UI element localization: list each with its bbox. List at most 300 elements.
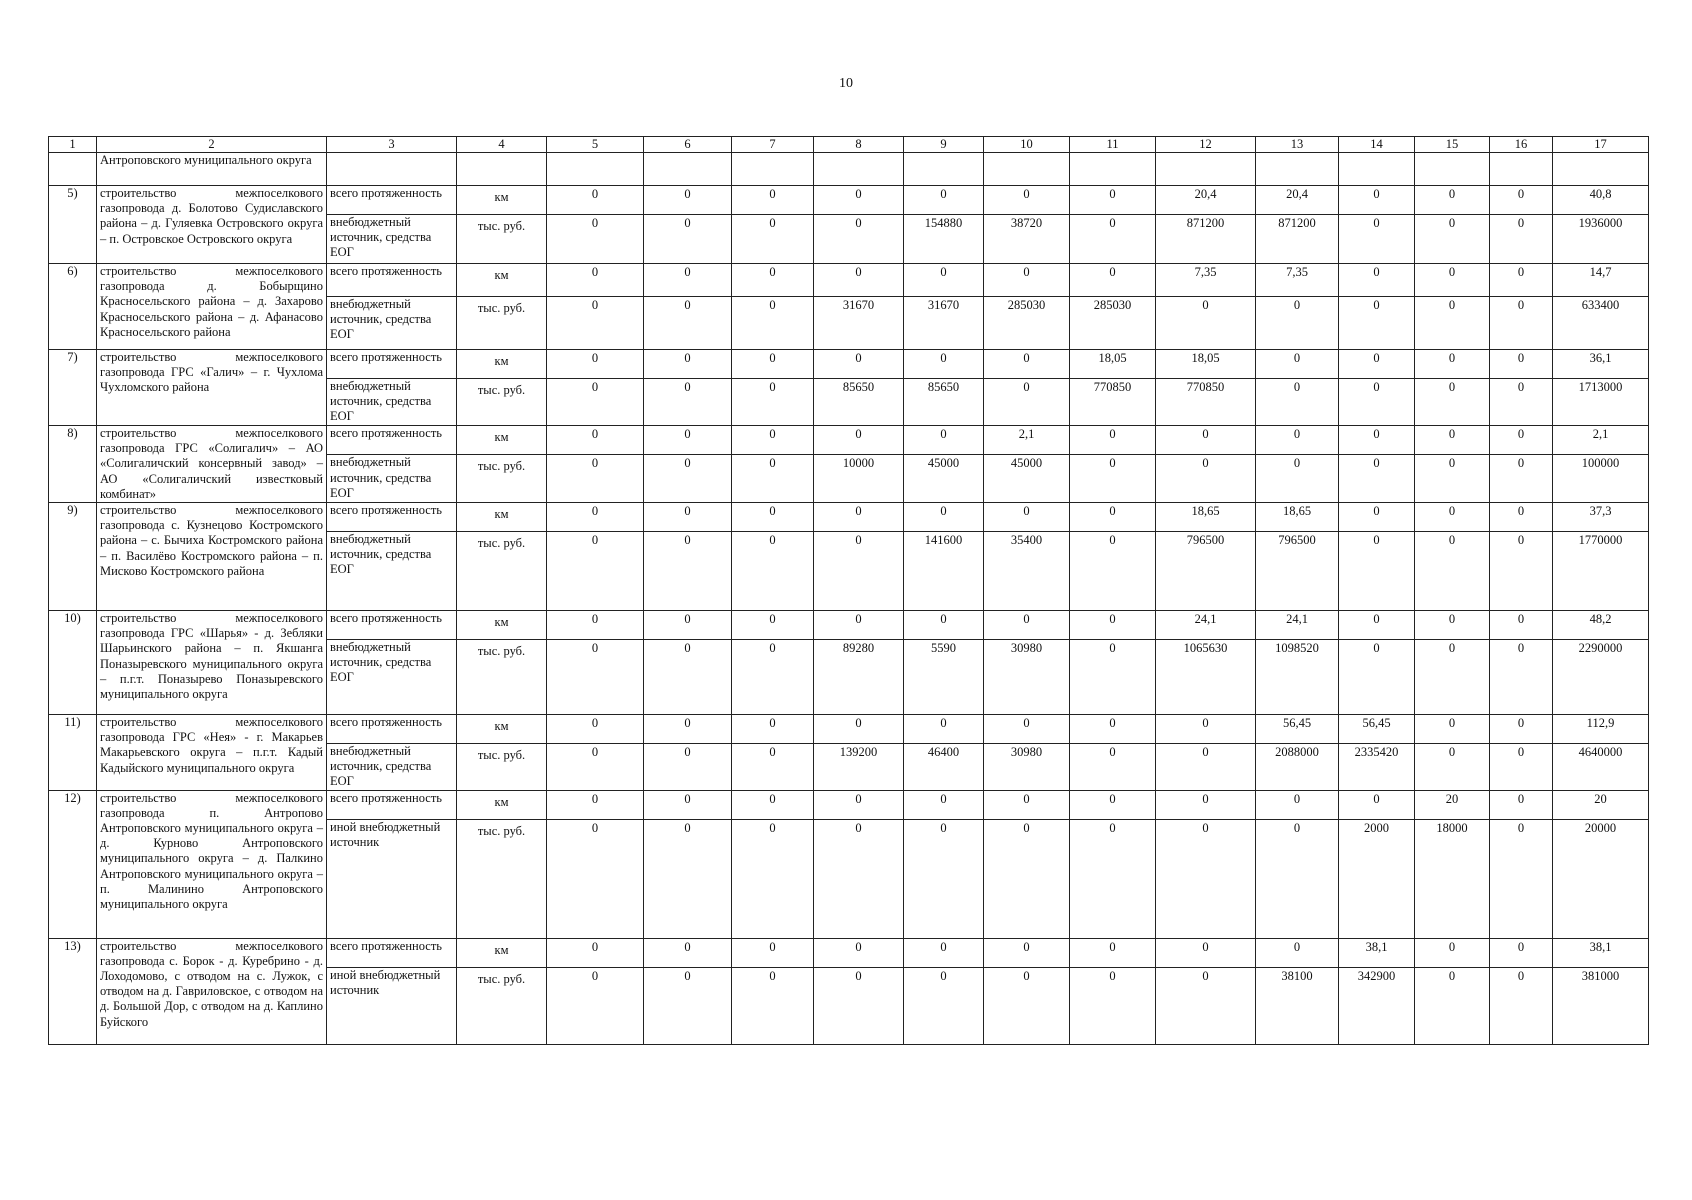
value-cell: 0 — [1490, 215, 1553, 264]
column-number: 13 — [1256, 137, 1339, 153]
value-cell: 0 — [1415, 379, 1490, 426]
value-cell: 0 — [732, 426, 814, 455]
value-cell: 0 — [732, 264, 814, 297]
value-cell: 0 — [1339, 215, 1415, 264]
value-cell: 0 — [904, 790, 984, 819]
value-cell: 0 — [1490, 455, 1553, 503]
value-cell: 38,1 — [1339, 938, 1415, 967]
value-cell: 14,7 — [1553, 264, 1649, 297]
column-number: 11 — [1070, 137, 1156, 153]
funding-source: иной внебюджетный источник — [327, 967, 457, 1044]
value-cell: 0 — [1415, 715, 1490, 744]
table-row — [49, 611, 1649, 640]
value-cell: 36,1 — [1553, 350, 1649, 379]
value-cell: 18,65 — [1156, 503, 1256, 532]
value-cell: 0 — [814, 938, 904, 967]
row-number: 5) — [49, 186, 97, 264]
value-cell: 0 — [732, 640, 814, 715]
value-cell: 0 — [904, 503, 984, 532]
value-cell: 0 — [547, 297, 644, 350]
value-cell: 0 — [1256, 350, 1339, 379]
value-cell: 0 — [984, 611, 1070, 640]
value-cell: 0 — [1415, 967, 1490, 1044]
value-cell: 342900 — [1339, 967, 1415, 1044]
empty-cell — [1415, 153, 1490, 186]
row-number: 10) — [49, 611, 97, 715]
unit-cell: тыс. руб. — [457, 640, 547, 715]
funding-source: внебюджетный источник, средства ЕОГ — [327, 455, 457, 503]
value-cell: 35400 — [984, 532, 1070, 611]
value-cell: 2088000 — [1256, 744, 1339, 791]
value-cell: 0 — [547, 215, 644, 264]
table-row — [49, 715, 1649, 744]
value-cell: 0 — [1415, 503, 1490, 532]
value-cell: 0 — [1156, 819, 1256, 938]
value-cell: 0 — [547, 819, 644, 938]
value-cell: 0 — [1339, 186, 1415, 215]
unit-cell: км — [457, 503, 547, 532]
row-number: 8) — [49, 426, 97, 503]
value-cell: 31670 — [814, 297, 904, 350]
value-cell: 0 — [1415, 744, 1490, 791]
value-cell: 0 — [904, 967, 984, 1044]
value-cell: 0 — [904, 186, 984, 215]
value-cell: 0 — [644, 611, 732, 640]
funding-source: всего протяженность — [327, 186, 457, 215]
value-cell: 0 — [1339, 379, 1415, 426]
value-cell: 0 — [547, 186, 644, 215]
value-cell: 2335420 — [1339, 744, 1415, 791]
value-cell: 0 — [732, 186, 814, 215]
funding-source: всего протяженность — [327, 715, 457, 744]
value-cell: 0 — [814, 264, 904, 297]
empty-cell — [814, 153, 904, 186]
value-cell: 0 — [984, 379, 1070, 426]
unit-cell: км — [457, 611, 547, 640]
table-row — [49, 503, 1649, 532]
value-cell: 0 — [814, 215, 904, 264]
value-cell: 1936000 — [1553, 215, 1649, 264]
continuation-row — [49, 153, 1649, 186]
value-cell: 0 — [732, 790, 814, 819]
value-cell: 1098520 — [1256, 640, 1339, 715]
value-cell: 0 — [1415, 350, 1490, 379]
row-number: 6) — [49, 264, 97, 350]
value-cell: 0 — [1070, 426, 1156, 455]
column-number: 2 — [97, 137, 327, 153]
value-cell: 5590 — [904, 640, 984, 715]
empty-cell — [327, 153, 457, 186]
table-row — [49, 426, 1649, 455]
column-number: 3 — [327, 137, 457, 153]
column-number: 4 — [457, 137, 547, 153]
value-cell: 56,45 — [1256, 715, 1339, 744]
value-cell: 0 — [984, 503, 1070, 532]
unit-cell: тыс. руб. — [457, 379, 547, 426]
value-cell: 0 — [1156, 967, 1256, 1044]
value-cell: 0 — [1256, 938, 1339, 967]
program-table — [48, 136, 1649, 1045]
value-cell: 2290000 — [1553, 640, 1649, 715]
value-cell: 18000 — [1415, 819, 1490, 938]
value-cell: 0 — [984, 790, 1070, 819]
row-number: 13) — [49, 938, 97, 1044]
unit-cell: тыс. руб. — [457, 455, 547, 503]
value-cell: 0 — [904, 611, 984, 640]
unit-cell: км — [457, 790, 547, 819]
empty-cell — [904, 153, 984, 186]
table-row — [49, 186, 1649, 215]
value-cell: 0 — [1070, 215, 1156, 264]
value-cell: 0 — [1070, 967, 1156, 1044]
value-cell: 0 — [644, 715, 732, 744]
value-cell: 0 — [732, 215, 814, 264]
value-cell: 0 — [644, 967, 732, 1044]
value-cell: 0 — [1415, 532, 1490, 611]
value-cell: 770850 — [1070, 379, 1156, 426]
value-cell: 18,05 — [1070, 350, 1156, 379]
funding-source: внебюджетный источник, средства ЕОГ — [327, 215, 457, 264]
unit-cell: км — [457, 715, 547, 744]
value-cell: 0 — [814, 186, 904, 215]
value-cell: 0 — [1490, 186, 1553, 215]
value-cell: 100000 — [1553, 455, 1649, 503]
column-number: 15 — [1415, 137, 1490, 153]
value-cell: 0 — [904, 264, 984, 297]
value-cell: 0 — [644, 503, 732, 532]
value-cell: 0 — [1256, 379, 1339, 426]
funding-source: всего протяженность — [327, 790, 457, 819]
column-number: 8 — [814, 137, 904, 153]
value-cell: 0 — [644, 819, 732, 938]
value-cell: 871200 — [1256, 215, 1339, 264]
value-cell: 0 — [732, 350, 814, 379]
value-cell: 0 — [644, 297, 732, 350]
value-cell: 796500 — [1256, 532, 1339, 611]
value-cell: 871200 — [1156, 215, 1256, 264]
value-cell: 0 — [644, 790, 732, 819]
value-cell: 0 — [644, 426, 732, 455]
value-cell: 0 — [1415, 297, 1490, 350]
value-cell: 0 — [984, 715, 1070, 744]
value-cell: 0 — [1256, 426, 1339, 455]
value-cell: 0 — [1490, 744, 1553, 791]
value-cell: 20,4 — [1156, 186, 1256, 215]
value-cell: 0 — [644, 744, 732, 791]
funding-source: всего протяженность — [327, 938, 457, 967]
value-cell: 0 — [904, 350, 984, 379]
value-cell: 0 — [547, 790, 644, 819]
value-cell: 24,1 — [1156, 611, 1256, 640]
value-cell: 0 — [1490, 819, 1553, 938]
value-cell: 0 — [1490, 715, 1553, 744]
value-cell: 0 — [1339, 297, 1415, 350]
unit-cell: тыс. руб. — [457, 744, 547, 791]
value-cell: 0 — [547, 967, 644, 1044]
page-number: 10 — [839, 76, 853, 91]
value-cell: 0 — [1415, 938, 1490, 967]
value-cell: 0 — [1156, 938, 1256, 967]
funding-source: внебюджетный источник, средства ЕОГ — [327, 297, 457, 350]
empty-cell — [732, 153, 814, 186]
row-number: 7) — [49, 350, 97, 426]
value-cell: 0 — [1070, 938, 1156, 967]
object-description: строительство межпоселкового газопровода ГРС «Солигалич» – АО «Солигаличский консервный завод» – АО «Солигаличский известковый комбинат» — [97, 426, 327, 503]
header-row — [49, 137, 1649, 153]
funding-source: внебюджетный источник, средства ЕОГ — [327, 532, 457, 611]
column-number: 1 — [49, 137, 97, 153]
value-cell: 0 — [814, 426, 904, 455]
value-cell: 0 — [1256, 297, 1339, 350]
unit-cell: км — [457, 186, 547, 215]
value-cell: 770850 — [1156, 379, 1256, 426]
value-cell: 0 — [547, 426, 644, 455]
value-cell: 38720 — [984, 215, 1070, 264]
column-number: 17 — [1553, 137, 1649, 153]
value-cell: 89280 — [814, 640, 904, 715]
object-description: строительство межпоселкового газопровода п. Антропово Антроповского муниципального округа – д. Курново Антроповского муниципального округа – д. Палкино Антроповского муниципального округа – п. Малинино Антроповского муниципального округа — [97, 790, 327, 938]
empty-cell — [1490, 153, 1553, 186]
value-cell: 45000 — [984, 455, 1070, 503]
value-cell: 10000 — [814, 455, 904, 503]
unit-cell: км — [457, 350, 547, 379]
value-cell: 0 — [547, 532, 644, 611]
value-cell: 48,2 — [1553, 611, 1649, 640]
empty-cell — [644, 153, 732, 186]
object-description: строительство межпоселкового газопровода с. Кузнецово Костромского района – с. Бычиха Костромского района – п. Василёво Костромского района – п. Мисково Костромского района — [97, 503, 327, 611]
value-cell: 154880 — [904, 215, 984, 264]
object-description: строительство межпоселкового газопровода д. Бобырщино Красносельского района – д. Захарово Красносельского района – д. Афанасово Красносельского района — [97, 264, 327, 350]
value-cell: 0 — [732, 819, 814, 938]
value-cell: 0 — [1490, 532, 1553, 611]
value-cell: 0 — [1339, 790, 1415, 819]
value-cell: 0 — [1070, 744, 1156, 791]
unit-cell: км — [457, 264, 547, 297]
value-cell: 0 — [1415, 215, 1490, 264]
unit-cell: тыс. руб. — [457, 819, 547, 938]
value-cell: 0 — [1070, 186, 1156, 215]
value-cell: 2,1 — [984, 426, 1070, 455]
empty-cell — [1256, 153, 1339, 186]
funding-source: всего протяженность — [327, 426, 457, 455]
value-cell: 0 — [547, 379, 644, 426]
table-row — [49, 938, 1649, 967]
value-cell: 0 — [1339, 503, 1415, 532]
value-cell: 0 — [732, 715, 814, 744]
value-cell: 30980 — [984, 744, 1070, 791]
value-cell: 0 — [1415, 186, 1490, 215]
value-cell: 0 — [1415, 426, 1490, 455]
table-row — [49, 790, 1649, 819]
value-cell: 0 — [1415, 611, 1490, 640]
value-cell: 0 — [644, 264, 732, 297]
unit-cell: км — [457, 938, 547, 967]
funding-source: внебюджетный источник, средства ЕОГ — [327, 379, 457, 426]
value-cell: 0 — [732, 379, 814, 426]
value-cell: 0 — [1490, 611, 1553, 640]
value-cell: 24,1 — [1256, 611, 1339, 640]
funding-source: внебюджетный источник, средства ЕОГ — [327, 640, 457, 715]
value-cell: 796500 — [1156, 532, 1256, 611]
value-cell: 0 — [814, 350, 904, 379]
value-cell: 7,35 — [1256, 264, 1339, 297]
value-cell: 4640000 — [1553, 744, 1649, 791]
value-cell: 0 — [1339, 264, 1415, 297]
value-cell: 0 — [1490, 426, 1553, 455]
value-cell: 0 — [644, 215, 732, 264]
table-row — [49, 264, 1649, 297]
value-cell: 30980 — [984, 640, 1070, 715]
value-cell: 20000 — [1553, 819, 1649, 938]
column-number: 14 — [1339, 137, 1415, 153]
funding-source: всего протяженность — [327, 264, 457, 297]
value-cell: 38,1 — [1553, 938, 1649, 967]
value-cell: 0 — [904, 426, 984, 455]
value-cell: 0 — [1070, 715, 1156, 744]
value-cell: 0 — [1490, 503, 1553, 532]
value-cell: 0 — [1339, 640, 1415, 715]
value-cell: 0 — [644, 350, 732, 379]
funding-source: иной внебюджетный источник — [327, 819, 457, 938]
column-number: 10 — [984, 137, 1070, 153]
unit-cell: тыс. руб. — [457, 532, 547, 611]
value-cell: 0 — [644, 186, 732, 215]
object-description: строительство межпоселкового газопровода ГРС «Нея» - г. Макарьев Макарьевского округа – п.г.т. Кадый Кадыйского муниципального округа — [97, 715, 327, 791]
value-cell: 0 — [1490, 350, 1553, 379]
value-cell: 0 — [1070, 640, 1156, 715]
column-number: 6 — [644, 137, 732, 153]
empty-cell — [1339, 153, 1415, 186]
value-cell: 20 — [1553, 790, 1649, 819]
value-cell: 0 — [1156, 790, 1256, 819]
column-number: 7 — [732, 137, 814, 153]
value-cell: 0 — [732, 744, 814, 791]
value-cell: 0 — [904, 819, 984, 938]
continuation-description: Антроповского муниципального округа — [97, 153, 327, 186]
object-description: строительство межпоселкового газопровода ГРС «Галич» – г. Чухлома Чухломского района — [97, 350, 327, 426]
value-cell: 0 — [1415, 264, 1490, 297]
value-cell: 0 — [547, 744, 644, 791]
value-cell: 0 — [984, 186, 1070, 215]
value-cell: 0 — [732, 503, 814, 532]
value-cell: 2000 — [1339, 819, 1415, 938]
value-cell: 0 — [1070, 819, 1156, 938]
object-description: строительство межпоселкового газопровода ГРС «Шарья» - д. Зебляки Шарьинского района – п. Якшанга Поназыревского муниципального округа – п.г.т. Поназырево Поназыревского муниципального округа — [97, 611, 327, 715]
value-cell: 0 — [644, 455, 732, 503]
value-cell: 0 — [814, 967, 904, 1044]
value-cell: 0 — [1339, 426, 1415, 455]
value-cell: 0 — [984, 938, 1070, 967]
value-cell: 0 — [732, 611, 814, 640]
value-cell: 0 — [547, 715, 644, 744]
value-cell: 0 — [1490, 938, 1553, 967]
value-cell: 46400 — [904, 744, 984, 791]
value-cell: 0 — [814, 503, 904, 532]
value-cell: 0 — [1415, 640, 1490, 715]
value-cell: 0 — [814, 611, 904, 640]
value-cell: 31670 — [904, 297, 984, 350]
value-cell: 85650 — [904, 379, 984, 426]
value-cell: 0 — [644, 640, 732, 715]
object-description: строительство межпоселкового газопровода с. Борок - д. Куребрино - д. Лоходомово, с отводом на с. Лужок, с отводом на д. Гавриловское, с отводом на д. Большой Дор, с отводом на д. Каплино Буйского — [97, 938, 327, 1044]
unit-cell: тыс. руб. — [457, 297, 547, 350]
value-cell: 0 — [1490, 967, 1553, 1044]
value-cell: 0 — [1490, 379, 1553, 426]
value-cell: 0 — [1070, 611, 1156, 640]
value-cell: 45000 — [904, 455, 984, 503]
value-cell: 18,65 — [1256, 503, 1339, 532]
value-cell: 0 — [1490, 790, 1553, 819]
object-description: строительство межпоселкового газопровода д. Болотово Судиславского района – д. Гуляевка Островского округа – п. Островское Островского округа — [97, 186, 327, 264]
value-cell: 1770000 — [1553, 532, 1649, 611]
value-cell: 20 — [1415, 790, 1490, 819]
value-cell: 0 — [1070, 455, 1156, 503]
value-cell: 40,8 — [1553, 186, 1649, 215]
row-number: 12) — [49, 790, 97, 938]
value-cell: 7,35 — [1156, 264, 1256, 297]
value-cell: 285030 — [1070, 297, 1156, 350]
value-cell: 0 — [1156, 744, 1256, 791]
value-cell: 0 — [1490, 264, 1553, 297]
value-cell: 0 — [547, 640, 644, 715]
empty-cell — [547, 153, 644, 186]
value-cell: 0 — [732, 967, 814, 1044]
value-cell: 18,05 — [1156, 350, 1256, 379]
value-cell: 20,4 — [1256, 186, 1339, 215]
value-cell: 0 — [644, 938, 732, 967]
value-cell: 0 — [904, 938, 984, 967]
unit-cell: тыс. руб. — [457, 215, 547, 264]
funding-source: всего протяженность — [327, 350, 457, 379]
value-cell: 0 — [1339, 350, 1415, 379]
value-cell: 56,45 — [1339, 715, 1415, 744]
row-number: 9) — [49, 503, 97, 611]
value-cell: 0 — [814, 532, 904, 611]
table-row — [49, 350, 1649, 379]
value-cell: 38100 — [1256, 967, 1339, 1044]
value-cell: 0 — [547, 350, 644, 379]
value-cell: 0 — [644, 379, 732, 426]
empty-cell — [984, 153, 1070, 186]
value-cell: 0 — [984, 967, 1070, 1044]
value-cell: 0 — [1156, 455, 1256, 503]
value-cell: 0 — [1256, 819, 1339, 938]
value-cell: 85650 — [814, 379, 904, 426]
value-cell: 0 — [904, 715, 984, 744]
value-cell: 0 — [984, 350, 1070, 379]
value-cell: 0 — [1490, 640, 1553, 715]
value-cell: 0 — [984, 264, 1070, 297]
empty-cell — [1070, 153, 1156, 186]
funding-source: внебюджетный источник, средства ЕОГ — [327, 744, 457, 791]
value-cell: 0 — [1070, 790, 1156, 819]
value-cell: 0 — [1256, 455, 1339, 503]
value-cell: 0 — [644, 532, 732, 611]
column-number: 16 — [1490, 137, 1553, 153]
value-cell: 1713000 — [1553, 379, 1649, 426]
row-number — [49, 153, 97, 186]
value-cell: 139200 — [814, 744, 904, 791]
value-cell: 0 — [1256, 790, 1339, 819]
value-cell: 0 — [1490, 297, 1553, 350]
value-cell: 0 — [984, 819, 1070, 938]
value-cell: 0 — [547, 938, 644, 967]
value-cell: 285030 — [984, 297, 1070, 350]
row-number: 11) — [49, 715, 97, 791]
value-cell: 381000 — [1553, 967, 1649, 1044]
value-cell: 0 — [732, 532, 814, 611]
value-cell: 0 — [732, 455, 814, 503]
